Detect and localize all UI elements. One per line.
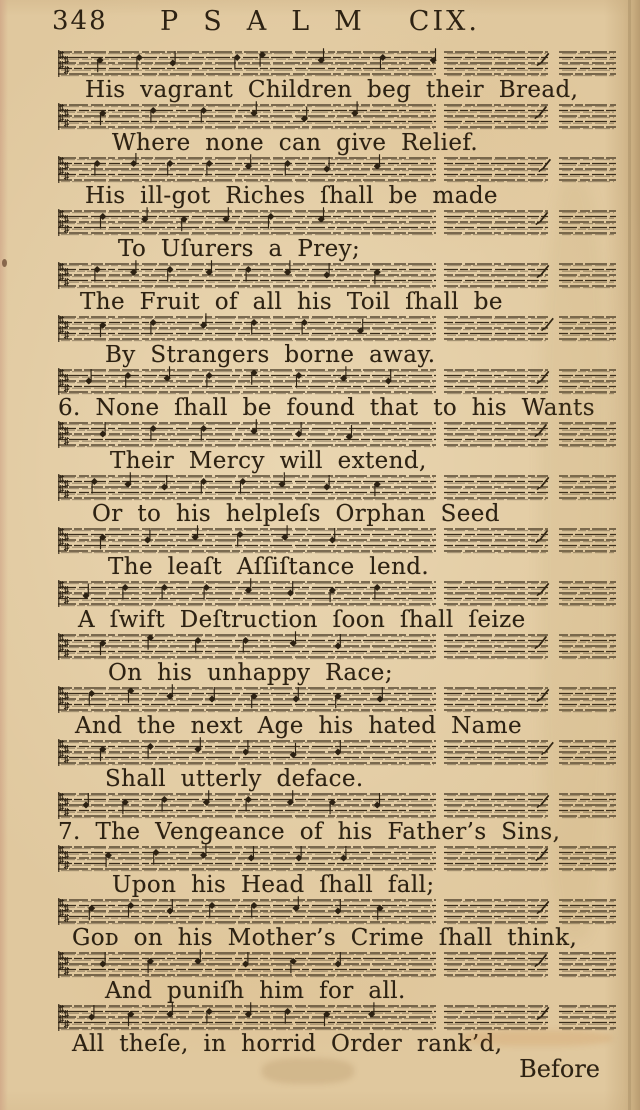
music-stave: [58, 1001, 618, 1035]
music-line: [0, 948, 640, 1004]
music-line: [0, 418, 640, 474]
lyric-line: The Fruit of all his Toil ſhall be: [80, 289, 503, 315]
music-line: [0, 683, 640, 739]
music-line: [0, 789, 640, 845]
music-line: [0, 577, 640, 633]
music-line: [0, 471, 640, 527]
music-line: [0, 100, 640, 156]
title-psalm-word: PSALM: [160, 6, 387, 37]
music-line: [0, 1001, 640, 1057]
lyric-line: His vagrant Children beg their Bread,: [85, 77, 579, 103]
lyric-line: And the next Age his hated Name: [75, 713, 522, 739]
lyric-line: By Strangers borne away.: [105, 342, 436, 368]
lyric-line: A ſwift Deſtruction ſoon ſhall ſeize: [78, 607, 526, 633]
page-title: [160, 6, 480, 37]
lyric-line: On his unhappy Race;: [108, 660, 393, 686]
music-stave: [58, 100, 618, 134]
music-stave: [58, 471, 618, 505]
music-stave: [58, 312, 618, 346]
music-line: [0, 206, 640, 262]
lyric-line: And puniſh him for all.: [105, 978, 406, 1004]
lyric-line: To Uſurers a Prey;: [118, 236, 361, 262]
lyric-line: All theſe, in horrid Order rank’d,: [72, 1031, 503, 1057]
page-gutter-shadow: [628, 0, 631, 1110]
music-line: [0, 842, 640, 898]
lyric-line: The leaſt Aſſiſtance lend.: [108, 554, 430, 580]
music-stave: [58, 47, 618, 81]
music-line: [0, 736, 640, 792]
music-lines: [0, 46, 640, 1057]
music-stave: [58, 577, 618, 611]
music-stave: [58, 948, 618, 982]
music-line: [0, 259, 640, 315]
page-header: [0, 0, 640, 46]
page-number: 348: [52, 6, 108, 36]
ink-speck: [2, 259, 7, 267]
music-stave: [58, 259, 618, 293]
music-stave: [58, 842, 618, 876]
lyric-line: Gᴏᴅ on his Mother’s Crime ſhall think,: [72, 925, 578, 951]
music-line: [0, 153, 640, 209]
music-stave: [58, 895, 618, 929]
music-line: [0, 365, 640, 421]
lyric-line: Shall utterly deface.: [105, 766, 364, 792]
lyric-line: 6. None ſhall be found that to his Wants: [58, 395, 595, 421]
music-line: [0, 630, 640, 686]
catchword: Before: [519, 1055, 600, 1083]
music-line: [0, 524, 640, 580]
title-numeral: CIX.: [408, 6, 480, 37]
lyric-line: His ill-got Riches ſhall be made: [85, 183, 498, 209]
music-stave: [58, 153, 618, 187]
music-stave: [58, 365, 618, 399]
music-stave: [58, 524, 618, 558]
lyric-line: Upon his Head ſhall fall;: [112, 872, 435, 898]
music-stave: [58, 418, 618, 452]
music-line: [0, 895, 640, 951]
music-stave: [58, 630, 618, 664]
music-line: [0, 312, 640, 368]
music-stave: [58, 206, 618, 240]
music-stave: [58, 683, 618, 717]
music-stave: [58, 789, 618, 823]
lyric-line: Or to his helpleſs Orphan Seed: [92, 501, 500, 527]
lyric-line: Where none can give Relief.: [112, 130, 479, 156]
music-stave: [58, 736, 618, 770]
music-line: [0, 47, 640, 103]
lyric-line: 7. The Vengeance of his Father’s Sins,: [58, 819, 561, 845]
lyric-line: Their Mercy will extend,: [110, 448, 427, 474]
